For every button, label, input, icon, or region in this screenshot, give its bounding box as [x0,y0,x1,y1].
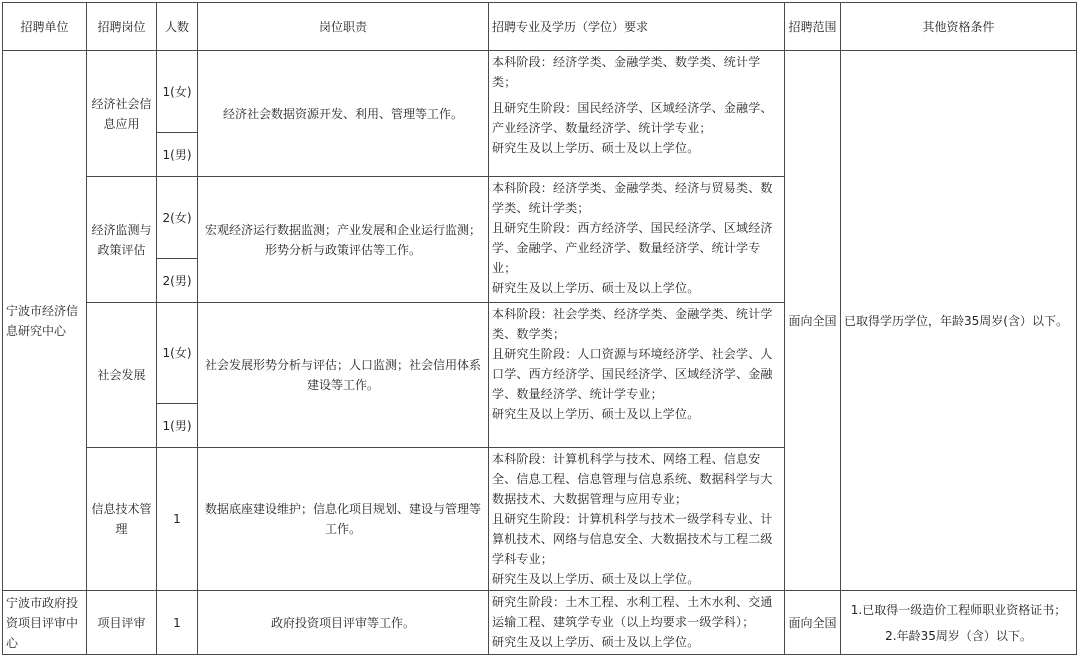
count-cell: 1(男) [157,404,198,448]
header-count: 人数 [157,3,198,51]
scope-cell: 面向全国 [785,591,841,655]
position-cell: 经济监测与政策评估 [87,177,157,303]
requirement-line: 研究生及以上学历、硕士及以上学位。 [492,635,700,649]
requirement-line: 研究生及以上学历、硕士及以上学位。 [492,407,700,421]
requirement-line: 研究生及以上学历、硕士及以上学位。 [492,281,700,295]
requirement-line: 且研究生阶段：国民经济学、区域经济学、金融学、产业经济学、数量经济学、统计学专业； [492,101,773,135]
unit-cell: 宁波市政府投资项目评审中心 [3,591,87,655]
requirement-line: 研究生及以上学历、硕士及以上学位。 [492,141,700,155]
requirement-line: 本科阶段：经济学类、金融学类、经济与贸易类、数学类、统计学类； [492,181,773,215]
header-row [3,3,1077,51]
position-cell: 经济社会信息应用 [87,51,157,177]
requirements-cell [489,591,785,655]
count-cell: 1(女) [157,51,198,133]
requirements-cell [489,448,785,591]
requirements-cell [489,177,785,303]
duties-cell: 社会发展形势分析与评估；人口监测；社会信用体系建设等工作。 [198,303,489,448]
count-cell: 1(女) [157,303,198,404]
header-unit: 招聘单位 [3,3,87,51]
count-cell: 2(女) [157,177,198,259]
header-position: 招聘岗位 [87,3,157,51]
table-row [3,591,1077,655]
requirement-line: 本科阶段：经济学类、金融学类、数学类、统计学类； [492,55,761,89]
requirement-line: 研究生阶段：土木工程、水利工程、土木水利、交通运输工程、建筑学专业（以上均要求一级学科）； [492,595,773,629]
requirement-line: 本科阶段：计算机科学与技术、网络工程、信息安全、信息工程、信息管理与信息系统、数据科学与大数据技术、大数据管理与应用专业； [492,452,773,506]
requirement-line: 且研究生阶段：计算机科学与技术一级学科专业、计算机技术、网络与信息安全、大数据技术与工程二级学科专业； [492,512,773,566]
requirements-cell [489,303,785,448]
requirements-cell [489,51,785,177]
position-cell: 社会发展 [87,303,157,448]
table-row [3,51,1077,133]
recruitment-table [2,2,1077,655]
header-other: 其他资格条件 [841,3,1077,51]
duties-cell: 数据底座建设维护；信息化项目规划、建设与管理等工作。 [198,448,489,591]
count-cell: 2(男) [157,259,198,303]
header-duties: 岗位职责 [198,3,489,51]
requirement-line: 研究生及以上学历、硕士及以上学位。 [492,572,700,586]
duties-cell: 宏观经济运行数据监测；产业发展和企业运行监测；形势分析与政策评估等工作。 [198,177,489,303]
requirement-line: 本科阶段：社会学类、经济学类、金融学类、统计学类、数学类； [492,307,773,341]
requirement-line: 且研究生阶段：人口资源与环境经济学、社会学、人口学、西方经济学、国民经济学、区域经济学、金融学、数量经济学、统计学专业； [492,347,773,401]
position-cell: 项目评审 [87,591,157,655]
count-cell: 1 [157,448,198,591]
condition-line: 2.年龄35周岁（含）以下。 [885,628,1032,643]
count-cell: 1(男) [157,133,198,177]
requirement-line: 且研究生阶段：西方经济学、国民经济学、区域经济学、金融学、产业经济学、数量经济学、统计学专业； [492,221,773,275]
count-cell: 1 [157,591,198,655]
duties-cell: 经济社会数据资源开发、利用、管理等工作。 [198,51,489,177]
condition-line: 1.已取得一级造价工程师职业资格证书； [850,602,1067,617]
header-major: 招聘专业及学历（学位）要求 [489,3,785,51]
scope-cell: 面向全国 [785,51,841,591]
duties-cell: 政府投资项目评审等工作。 [198,591,489,655]
header-scope: 招聘范围 [785,3,841,51]
unit-cell: 宁波市经济信息研究中心 [3,51,87,591]
other-conditions-cell [841,591,1077,655]
other-conditions-cell: 已取得学历学位，年龄35周岁(含）以下。 [841,51,1077,591]
position-cell: 信息技术管理 [87,448,157,591]
